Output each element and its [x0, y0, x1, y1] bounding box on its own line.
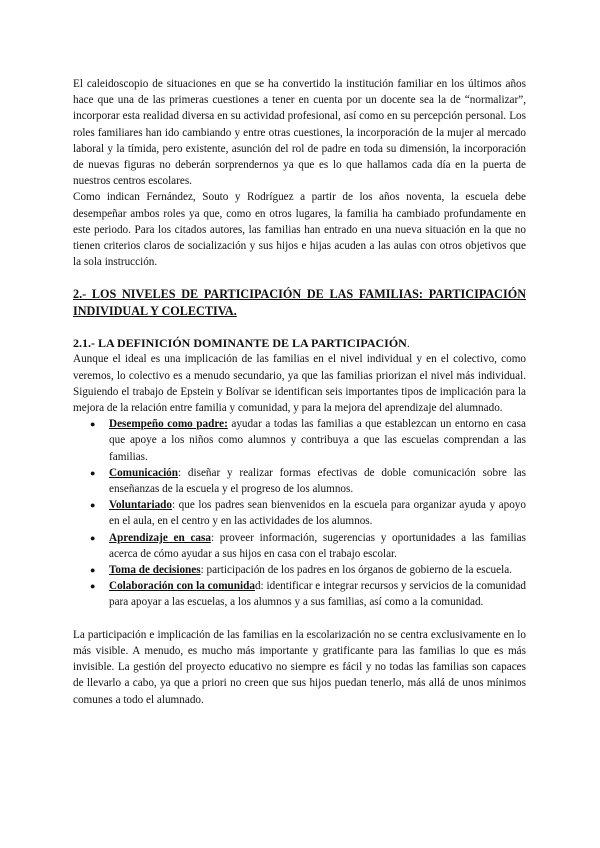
document-page	[73, 76, 526, 708]
list-item	[90, 578, 527, 610]
list-item-text: : diseñar y realizar formas efectivas de doble comunicación sobre las enseñanzas de la escuela y el progreso de los alumnos.	[109, 466, 526, 496]
list-item-text: d: identificar e integrar recursos y servicios de la comunidad para apoyar a las escuelas, a los alumnos y a sus familias, así como a la comunidad.	[109, 580, 527, 609]
list-item-text: : que los padres sean bienvenidos en la escuela para organizar ayuda y apoyo en el aula, en el centro y en las actividades de los alumnos.	[109, 499, 526, 528]
spacer	[73, 270, 526, 286]
closing-paragraph: La participación e implicación de las familias en la escolarización no se centra exclusivamente en lo más visible. A menudo, es mucho más importante y gratificante para las familias lo que es más invisible. La gestión del proyecto educativo no siempre es fácil y no todas las familias son capaces de llevarlo a cabo, ya que a priori no creen que sus hijos puedan tenerlo, más allá de unos mínimos comunes a todo el alumnado.	[73, 628, 526, 706]
bullet-icon: ●	[90, 500, 96, 511]
list-item-term: Colaboración con la comunida	[109, 580, 255, 593]
intro-paragraph-2: Como indican Fernández, Souto y Rodríguez a partir de los años noventa, la escuela debe desempeñar ambos roles ya que, como en otros lugares, la familia ha cambiado profundamente en este periodo. Para los citados autores, las familias han entrado en una nueva situación en la que no tienen criterios claros de socialización y sus hijos e hijas acuden a las aulas con otros objetivos que la sola instrucción.	[73, 191, 526, 269]
list-item	[90, 416, 526, 465]
list-item	[90, 465, 526, 497]
section-2-1-heading-period: .	[406, 336, 410, 351]
spacer	[73, 611, 526, 627]
section-2-1-paragraph: Aunque el ideal es una implicación de las familias en el nivel individual y en el colectivo, como veremos, lo colectivo es a menudo secundario, ya que las familias priorizan el nivel más individual. Siguiendo el trabajo de Epstein y Bolívar se identifican seis importantes tipos de implicación para la mejora de la relación entre familia y comunidad, y para la mejora del aprendizaje del alumnado.	[73, 353, 526, 415]
list-item	[90, 497, 526, 529]
intro-paragraph-1: El caleidoscopio de situaciones en que se ha convertido la institución familiar en los últimos años hace que una de las primeras cuestiones a tener en cuenta por un docente sea la de “normalizar”, incorporar esta realidad diversa en su actividad profesional, así como en su percepción personal. Los roles familiares han ido cambiando y entre otras cuestiones, la incorporación de la mujer al mercado laboral y la tímida, pero existente, asunción del rol de padre en toda su dimensión, la incorporación de nuevas figuras no deberán sorprendernos ya que es lo que hallamos cada día en la puerta de nuestros centros escolares.	[73, 78, 526, 188]
bullet-icon: ●	[90, 419, 96, 430]
list-item-text: ayudar a todas las familias a que establezcan un entorno en casa que apoye a los niños como alumnos y contribuya a que las escuelas comprendan a las familias.	[109, 418, 526, 463]
list-item-term: Voluntariado	[109, 499, 172, 512]
list-item	[90, 530, 526, 562]
bullet-icon: ●	[90, 532, 96, 543]
list-item	[90, 562, 526, 578]
list-item-term: Aprendizaje en casa	[109, 531, 211, 544]
spacer	[73, 319, 526, 335]
section-2-1-heading-text: 2.1.- LA DEFINICIÓN DOMINANTE DE LA PARTICIPACIÓN	[73, 336, 407, 351]
list-item-term: Comunicación	[109, 466, 178, 479]
bullet-icon: ●	[90, 581, 96, 592]
list-item-term: Desempeño como padre:	[109, 418, 228, 431]
bullet-icon: ●	[90, 565, 96, 576]
bullet-icon: ●	[90, 467, 96, 478]
section-2-heading: 2.- LOS NIVELES DE PARTICIPACIÓN DE LAS FAMILIAS: PARTICIPACIÓN INDIVIDUAL Y COLECTIVA.	[73, 287, 526, 318]
list-item-text: : proveer información, sugerencias y oportunidades a las familias acerca de cómo ayudar a sus hijos en casa con el trabajo escolar.	[109, 531, 526, 560]
list-item-text: : participación de los padres en los órganos de gobierno de la escuela.	[200, 564, 512, 577]
list-item-term: Toma de decisiones	[109, 564, 201, 577]
involvement-types-list	[73, 416, 526, 610]
section-2-1-heading	[73, 335, 526, 351]
